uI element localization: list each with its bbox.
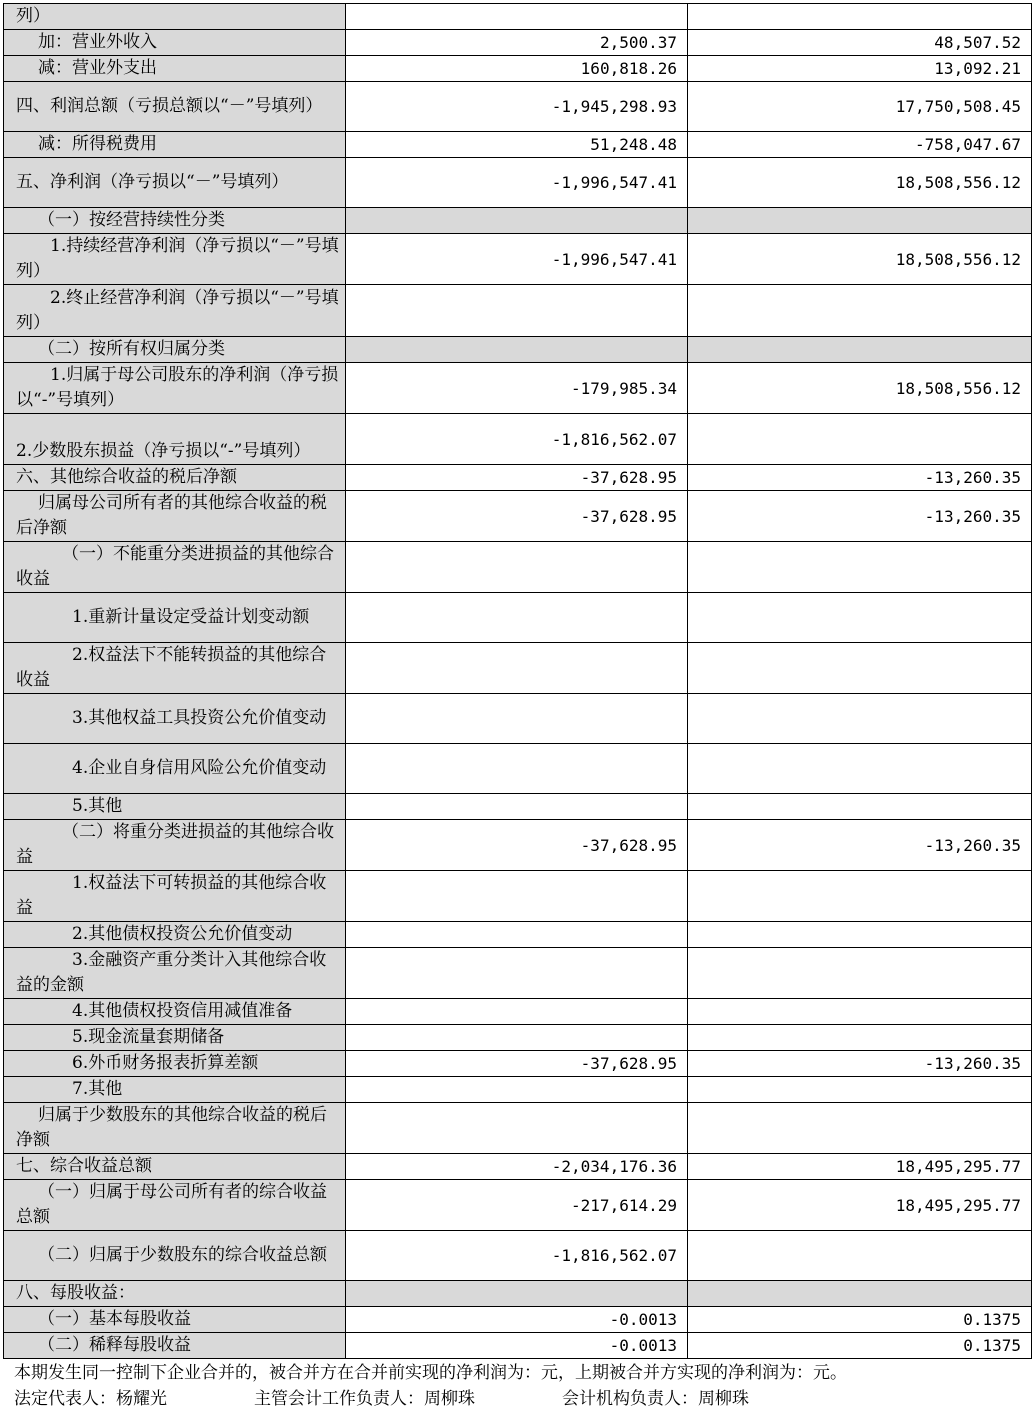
current-period-value: -0.0013 — [346, 1307, 688, 1333]
table-row — [4, 948, 1032, 999]
current-period-value — [346, 542, 688, 593]
row-label-cell — [4, 948, 346, 999]
current-period-value: -1,816,562.07 — [346, 414, 688, 465]
row-label-cell — [4, 820, 346, 871]
current-period-value: -37,628.95 — [346, 1051, 688, 1077]
row-label: 2.其他债权投资公允价值变动 — [72, 924, 293, 944]
row-label-cell — [4, 643, 346, 694]
current-period-value — [346, 643, 688, 694]
table-row — [4, 158, 1032, 208]
row-label: （二）归属于少数股东的综合收益总额 — [38, 1245, 327, 1265]
table-row — [4, 285, 1032, 337]
row-label: 2.少数股东损益（净亏损以“-”号填列） — [16, 441, 311, 461]
table-row — [4, 132, 1032, 158]
row-label-cell — [4, 30, 346, 56]
current-period-value — [346, 1103, 688, 1154]
prior-period-value: -758,047.67 — [688, 132, 1032, 158]
current-period-value: -179,985.34 — [346, 363, 688, 414]
statement-footer — [14, 1360, 1024, 1412]
income-statement — [3, 3, 1031, 1359]
accounting-org-head: 会计机构负责人：周柳珠 — [562, 1389, 749, 1409]
row-label: 加：营业外收入 — [38, 32, 157, 52]
row-label: （一）不能重分类进损益的其他综合收益 — [16, 544, 334, 589]
row-label-cell — [4, 1333, 346, 1359]
prior-period-value — [688, 593, 1032, 643]
table-row — [4, 337, 1032, 363]
row-label-cell — [4, 794, 346, 820]
current-period-value — [346, 948, 688, 999]
current-period-value — [346, 593, 688, 643]
current-period-value: -37,628.95 — [346, 491, 688, 542]
row-label: 4.企业自身信用风险公允价值变动 — [72, 758, 327, 778]
row-label: 六、其他综合收益的税后净额 — [16, 467, 237, 487]
prior-period-value: 18,508,556.12 — [688, 158, 1032, 208]
table-row — [4, 1051, 1032, 1077]
row-label-cell — [4, 1281, 346, 1307]
row-label: （二）按所有权归属分类 — [38, 339, 225, 359]
row-label-cell — [4, 871, 346, 922]
row-label-cell — [4, 208, 346, 234]
prior-period-value — [688, 948, 1032, 999]
row-label: （一）归属于母公司所有者的综合收益总额 — [16, 1182, 327, 1227]
prior-period-value — [688, 414, 1032, 465]
current-period-value: -1,996,547.41 — [346, 234, 688, 285]
table-row — [4, 1025, 1032, 1051]
current-period-value: -37,628.95 — [346, 465, 688, 491]
row-label-cell — [4, 465, 346, 491]
row-label-cell — [4, 999, 346, 1025]
row-label-cell — [4, 542, 346, 593]
income-statement-table — [3, 3, 1032, 1359]
prior-period-value — [688, 208, 1032, 234]
row-label-cell — [4, 1025, 346, 1051]
prior-period-value: 0.1375 — [688, 1333, 1032, 1359]
table-row — [4, 465, 1032, 491]
table-row — [4, 694, 1032, 744]
prior-period-value — [688, 794, 1032, 820]
row-label-cell — [4, 491, 346, 542]
row-label-cell — [4, 744, 346, 794]
prior-period-value — [688, 744, 1032, 794]
row-label: 1.重新计量设定受益计划变动额 — [72, 607, 310, 627]
prior-period-value: -13,260.35 — [688, 465, 1032, 491]
table-row — [4, 4, 1032, 30]
prior-period-value: 18,495,295.77 — [688, 1180, 1032, 1231]
row-label-cell — [4, 414, 346, 465]
row-label-cell — [4, 1154, 346, 1180]
current-period-value — [346, 999, 688, 1025]
row-label: 八、每股收益： — [16, 1283, 135, 1303]
current-period-value — [346, 794, 688, 820]
current-period-value — [346, 922, 688, 948]
row-label: 7.其他 — [72, 1079, 123, 1099]
prior-period-value: -13,260.35 — [688, 820, 1032, 871]
prior-period-value — [688, 1281, 1032, 1307]
prior-period-value: 18,508,556.12 — [688, 363, 1032, 414]
current-period-value: -1,996,547.41 — [346, 158, 688, 208]
row-label-cell — [4, 1103, 346, 1154]
table-row — [4, 922, 1032, 948]
row-label: 列） — [16, 6, 50, 26]
table-row — [4, 1103, 1032, 1154]
prior-period-value — [688, 542, 1032, 593]
table-row — [4, 999, 1032, 1025]
prior-period-value — [688, 1077, 1032, 1103]
row-label: 2.权益法下不能转损益的其他综合收益 — [16, 645, 327, 690]
prior-period-value — [688, 694, 1032, 744]
current-period-value — [346, 744, 688, 794]
table-row — [4, 871, 1032, 922]
row-label-cell — [4, 82, 346, 132]
current-period-value — [346, 871, 688, 922]
row-label: 归属于少数股东的其他综合收益的税后净额 — [16, 1105, 327, 1150]
current-period-value: -1,945,298.93 — [346, 82, 688, 132]
row-label: 1.持续经营净利润（净亏损以“－”号填列） — [16, 236, 339, 281]
table-row — [4, 363, 1032, 414]
row-label-cell — [4, 1231, 346, 1281]
row-label-cell — [4, 132, 346, 158]
current-period-value — [346, 694, 688, 744]
current-period-value: -2,034,176.36 — [346, 1154, 688, 1180]
current-period-value: 160,818.26 — [346, 56, 688, 82]
current-period-value — [346, 208, 688, 234]
prior-period-value — [688, 643, 1032, 694]
table-row — [4, 30, 1032, 56]
current-period-value: -37,628.95 — [346, 820, 688, 871]
row-label: 6.外币财务报表折算差额 — [72, 1053, 259, 1073]
table-row — [4, 1077, 1032, 1103]
table-row — [4, 593, 1032, 643]
row-label: 5.其他 — [72, 796, 123, 816]
prior-period-value — [688, 337, 1032, 363]
row-label-cell — [4, 1051, 346, 1077]
table-row — [4, 1333, 1032, 1359]
prior-period-value: 17,750,508.45 — [688, 82, 1032, 132]
current-period-value: -0.0013 — [346, 1333, 688, 1359]
row-label: 减：营业外支出 — [38, 58, 157, 78]
current-period-value: -1,816,562.07 — [346, 1231, 688, 1281]
current-period-value — [346, 1025, 688, 1051]
row-label-cell — [4, 234, 346, 285]
row-label-cell — [4, 1307, 346, 1333]
row-label: （一）基本每股收益 — [38, 1309, 191, 1329]
prior-period-value — [688, 1231, 1032, 1281]
table-row — [4, 414, 1032, 465]
row-label: 1.归属于母公司股东的净利润（净亏损以“-”号填列） — [16, 365, 339, 410]
current-period-value — [346, 4, 688, 30]
table-row — [4, 820, 1032, 871]
current-period-value: -217,614.29 — [346, 1180, 688, 1231]
row-label-cell — [4, 4, 346, 30]
prior-period-value — [688, 285, 1032, 337]
merger-note: 本期发生同一控制下企业合并的，被合并方在合并前实现的净利润为：元，上期被合并方实现的净利润为：元。 — [14, 1363, 847, 1383]
row-label: 归属母公司所有者的其他综合收益的税后净额 — [16, 493, 327, 538]
prior-period-value: -13,260.35 — [688, 1051, 1032, 1077]
table-row — [4, 1231, 1032, 1281]
row-label-cell — [4, 285, 346, 337]
statement-body — [4, 4, 1032, 1359]
row-label: 2.终止经营净利润（净亏损以“－”号填列） — [16, 287, 339, 333]
row-label-cell — [4, 694, 346, 744]
table-row — [4, 234, 1032, 285]
row-label-cell — [4, 593, 346, 643]
table-row — [4, 542, 1032, 593]
table-row — [4, 56, 1032, 82]
table-row — [4, 643, 1032, 694]
signature-line — [14, 1386, 1024, 1412]
row-label: 3.金融资产重分类计入其他综合收益的金额 — [16, 950, 327, 995]
row-label: （二）将重分类进损益的其他综合收益 — [16, 822, 334, 867]
row-label-cell — [4, 363, 346, 414]
accounting-head: 主管会计工作负责人：周柳珠 — [254, 1389, 475, 1409]
table-row — [4, 1307, 1032, 1333]
row-label-cell — [4, 1077, 346, 1103]
current-period-value — [346, 337, 688, 363]
row-label: 四、利润总额（亏损总额以“－”号填列） — [16, 96, 323, 116]
prior-period-value — [688, 1103, 1032, 1154]
legal-representative: 法定代表人：杨耀光 — [14, 1389, 167, 1409]
table-row — [4, 1281, 1032, 1307]
row-label: 七、综合收益总额 — [16, 1156, 152, 1176]
row-label-cell — [4, 922, 346, 948]
prior-period-value — [688, 1025, 1032, 1051]
current-period-value — [346, 285, 688, 337]
row-label: 减：所得税费用 — [38, 134, 157, 154]
table-row — [4, 208, 1032, 234]
table-row — [4, 82, 1032, 132]
current-period-value — [346, 1281, 688, 1307]
prior-period-value: -13,260.35 — [688, 491, 1032, 542]
table-row — [4, 744, 1032, 794]
row-label-cell — [4, 1180, 346, 1231]
table-row — [4, 794, 1032, 820]
table-row — [4, 491, 1032, 542]
row-label-cell — [4, 158, 346, 208]
table-row — [4, 1180, 1032, 1231]
prior-period-value — [688, 871, 1032, 922]
prior-period-value — [688, 4, 1032, 30]
row-label: 4.其他债权投资信用减值准备 — [72, 1001, 293, 1021]
row-label: 1.权益法下可转损益的其他综合收益 — [16, 873, 327, 918]
row-label-cell — [4, 337, 346, 363]
prior-period-value: 18,508,556.12 — [688, 234, 1032, 285]
table-row — [4, 1154, 1032, 1180]
row-label-cell — [4, 56, 346, 82]
current-period-value — [346, 1077, 688, 1103]
prior-period-value: 13,092.21 — [688, 56, 1032, 82]
current-period-value: 51,248.48 — [346, 132, 688, 158]
row-label: （二）稀释每股收益 — [38, 1335, 191, 1355]
prior-period-value: 48,507.52 — [688, 30, 1032, 56]
row-label: 五、净利润（净亏损以“－”号填列） — [16, 172, 289, 192]
row-label: 3.其他权益工具投资公允价值变动 — [72, 708, 327, 728]
prior-period-value: 0.1375 — [688, 1307, 1032, 1333]
row-label: （一）按经营持续性分类 — [38, 210, 225, 230]
row-label: 5.现金流量套期储备 — [72, 1027, 225, 1047]
prior-period-value: 18,495,295.77 — [688, 1154, 1032, 1180]
prior-period-value — [688, 999, 1032, 1025]
prior-period-value — [688, 922, 1032, 948]
current-period-value: 2,500.37 — [346, 30, 688, 56]
